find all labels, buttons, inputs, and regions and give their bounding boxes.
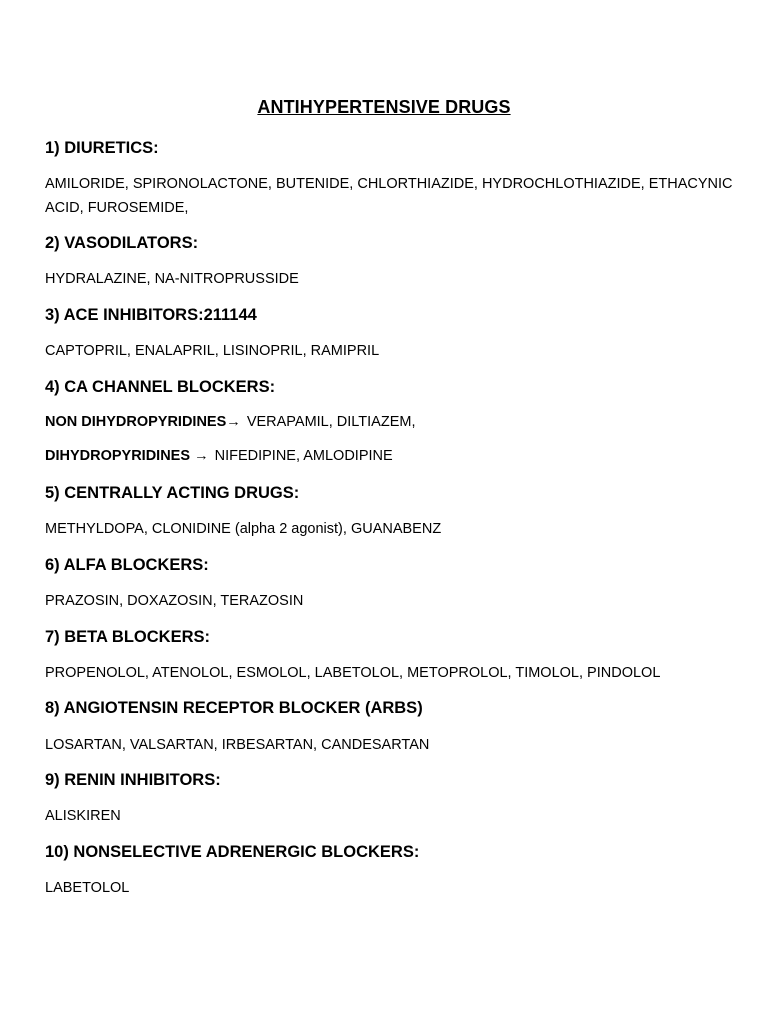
section-body-diuretics: AMILORIDE, SPIRONOLACTONE, BUTENIDE, CHLORTHIAZIDE, HYDROCHLOTHIAZIDE, ETHACYNIC ACID, FUROSEMIDE, xyxy=(45,176,733,216)
section-heading-diuretics: 1) DIURETICS: xyxy=(45,139,159,157)
subline-non-dihydropyridines xyxy=(45,414,415,430)
arrow-right-icon: → xyxy=(226,414,241,430)
section-heading-ace-inhibitors: 3) ACE INHIBITORS:211144 xyxy=(45,306,257,324)
section-heading-vasodilators: 2) VASODILATORS: xyxy=(45,234,199,252)
document-title: ANTIHYPERTENSIVE DRUGS xyxy=(257,97,511,117)
section-heading-ca-channel-blockers: 4) CA CHANNEL BLOCKERS: xyxy=(45,378,276,396)
section-heading-centrally-acting-drugs: 5) CENTRALLY ACTING DRUGS: xyxy=(45,484,300,502)
section-body-ace-inhibitors: CAPTOPRIL, ENALAPRIL, LISINOPRIL, RAMIPRIL xyxy=(45,343,380,359)
section-body-nonselective-adrenergic-blockers: LABETOLOL xyxy=(45,880,130,896)
subline-text: VERAPAMIL, DILTIAZEM, xyxy=(246,414,416,430)
section-heading-nonselective-adrenergic-blockers: 10) NONSELECTIVE ADRENERGIC BLOCKERS: xyxy=(45,843,420,861)
section-body-vasodilators: HYDRALAZINE, NA-NITROPRUSSIDE xyxy=(45,271,299,287)
subline-dihydropyridines xyxy=(45,448,393,464)
subline-label: NON DIHYDROPYRIDINES xyxy=(45,414,227,430)
section-body-alfa-blockers: PRAZOSIN, DOXAZOSIN, TERAZOSIN xyxy=(45,593,304,609)
subline-text: NIFEDIPINE, AMLODIPINE xyxy=(214,448,393,464)
section-body-beta-blockers: PROPENOLOL, ATENOLOL, ESMOLOL, LABETOLOL, METOPROLOL, TIMOLOL, PINDOLOL xyxy=(45,665,661,681)
section-body-arbs: LOSARTAN, VALSARTAN, IRBESARTAN, CANDESARTAN xyxy=(45,737,430,753)
section-heading-beta-blockers: 7) BETA BLOCKERS: xyxy=(45,628,210,646)
section-body-centrally-acting-drugs: METHYLDOPA, CLONIDINE (alpha 2 agonist), GUANABENZ xyxy=(45,521,442,537)
subline-label: DIHYDROPYRIDINES xyxy=(45,448,191,464)
section-body-renin-inhibitors: ALISKIREN xyxy=(45,808,121,824)
section-heading-renin-inhibitors: 9) RENIN INHIBITORS: xyxy=(45,771,221,789)
section-heading-arbs: 8) ANGIOTENSIN RECEPTOR BLOCKER (ARBS) xyxy=(45,699,423,717)
arrow-right-icon: → xyxy=(194,448,209,464)
section-heading-alfa-blockers: 6) ALFA BLOCKERS: xyxy=(45,556,209,574)
